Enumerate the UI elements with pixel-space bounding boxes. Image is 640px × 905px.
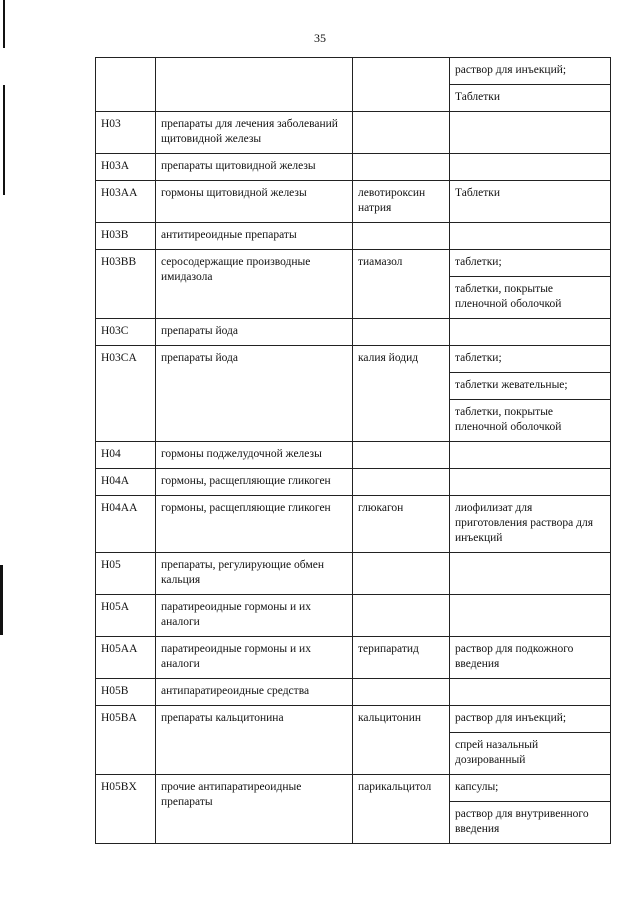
table-row — [96, 775, 611, 802]
dosage-form-cell — [450, 442, 611, 469]
dosage-form-cell: таблетки жевательные; — [450, 373, 611, 400]
table-row — [96, 58, 611, 85]
atc-code-cell: H03 — [96, 112, 156, 154]
group-name-cell: паратиреоидные гормоны и их аналоги — [156, 637, 353, 679]
dosage-form-cell — [450, 223, 611, 250]
group-name-cell: препараты для лечения заболеваний щитовидной железы — [156, 112, 353, 154]
drug-name-cell: кальцитонин — [353, 706, 450, 775]
drug-name-cell — [353, 469, 450, 496]
atc-code-cell: H05AA — [96, 637, 156, 679]
atc-code-cell: H04A — [96, 469, 156, 496]
dosage-form-cell: раствор для инъекций; — [450, 58, 611, 85]
group-name-cell: паратиреоидные гормоны и их аналоги — [156, 595, 353, 637]
atc-code-cell — [96, 58, 156, 112]
table-row — [96, 595, 611, 637]
table-row — [96, 250, 611, 277]
drug-name-cell: парикальцитол — [353, 775, 450, 844]
drug-name-cell: глюкагон — [353, 496, 450, 553]
dosage-form-cell: раствор для внутривенного введения — [450, 802, 611, 844]
dosage-form-cell: раствор для инъекций; — [450, 706, 611, 733]
page-number: 35 — [314, 31, 326, 45]
drug-name-cell: калия йодид — [353, 346, 450, 442]
dosage-form-cell — [450, 469, 611, 496]
atc-code-cell: H05BX — [96, 775, 156, 844]
dosage-form-cell: раствор для подкожного введения — [450, 637, 611, 679]
table-row — [96, 442, 611, 469]
scan-edge-mark — [3, 85, 5, 195]
drug-name-cell — [353, 595, 450, 637]
drug-name-cell — [353, 319, 450, 346]
dosage-form-cell — [450, 154, 611, 181]
drug-name-cell: тиамазол — [353, 250, 450, 319]
group-name-cell: серосодержащие производные имидазола — [156, 250, 353, 319]
table-row — [96, 319, 611, 346]
scan-edge-mark — [0, 565, 3, 635]
atc-code-cell: H05B — [96, 679, 156, 706]
table-row — [96, 637, 611, 679]
drug-name-cell — [353, 112, 450, 154]
drug-name-cell: левотироксин натрия — [353, 181, 450, 223]
table-body — [96, 58, 611, 844]
dosage-form-cell: таблетки; — [450, 346, 611, 373]
group-name-cell: антитиреоидные препараты — [156, 223, 353, 250]
dosage-form-cell: Таблетки — [450, 181, 611, 223]
dosage-form-cell: Таблетки — [450, 85, 611, 112]
atc-code-cell: H03C — [96, 319, 156, 346]
dosage-form-cell — [450, 319, 611, 346]
drug-name-cell: терипаратид — [353, 637, 450, 679]
table-row — [96, 496, 611, 553]
dosage-form-cell: капсулы; — [450, 775, 611, 802]
dosage-form-cell: спрей назальный дозированный — [450, 733, 611, 775]
dosage-form-cell — [450, 553, 611, 595]
group-name-cell: гормоны, расщепляющие гликоген — [156, 496, 353, 553]
dosage-form-cell — [450, 112, 611, 154]
table-row — [96, 346, 611, 373]
dosage-form-cell: таблетки, покрытые пленочной оболочкой — [450, 400, 611, 442]
atc-code-cell: H05A — [96, 595, 156, 637]
table-row — [96, 181, 611, 223]
drug-name-cell — [353, 442, 450, 469]
drug-name-cell — [353, 58, 450, 112]
table-row — [96, 706, 611, 733]
atc-code-cell: H05 — [96, 553, 156, 595]
table-row — [96, 469, 611, 496]
table-row — [96, 553, 611, 595]
atc-code-cell: H03A — [96, 154, 156, 181]
drug-name-cell — [353, 154, 450, 181]
dosage-form-cell: таблетки, покрытые пленочной оболочкой — [450, 277, 611, 319]
group-name-cell: прочие антипаратиреоидные препараты — [156, 775, 353, 844]
atc-code-cell: H03B — [96, 223, 156, 250]
drug-table — [95, 57, 611, 844]
atc-code-cell: H03AA — [96, 181, 156, 223]
atc-code-cell: H05BA — [96, 706, 156, 775]
drug-name-cell — [353, 553, 450, 595]
atc-code-cell: H04 — [96, 442, 156, 469]
atc-code-cell: H03BB — [96, 250, 156, 319]
group-name-cell: препараты йода — [156, 346, 353, 442]
group-name-cell: антипаратиреоидные средства — [156, 679, 353, 706]
dosage-form-cell — [450, 679, 611, 706]
atc-code-cell: H03CA — [96, 346, 156, 442]
group-name-cell: препараты йода — [156, 319, 353, 346]
group-name-cell: препараты щитовидной железы — [156, 154, 353, 181]
table-row — [96, 112, 611, 154]
table-row — [96, 679, 611, 706]
drug-name-cell — [353, 679, 450, 706]
group-name-cell: гормоны поджелудочной железы — [156, 442, 353, 469]
group-name-cell: препараты кальцитонина — [156, 706, 353, 775]
atc-code-cell: H04AA — [96, 496, 156, 553]
group-name-cell: препараты, регулирующие обмен кальция — [156, 553, 353, 595]
table-row — [96, 223, 611, 250]
group-name-cell: гормоны щитовидной железы — [156, 181, 353, 223]
drug-name-cell — [353, 223, 450, 250]
table-row — [96, 154, 611, 181]
group-name-cell: гормоны, расщепляющие гликоген — [156, 469, 353, 496]
group-name-cell — [156, 58, 353, 112]
dosage-form-cell: таблетки; — [450, 250, 611, 277]
dosage-form-cell — [450, 595, 611, 637]
dosage-form-cell: лиофилизат для приготовления раствора для инъекций — [450, 496, 611, 553]
